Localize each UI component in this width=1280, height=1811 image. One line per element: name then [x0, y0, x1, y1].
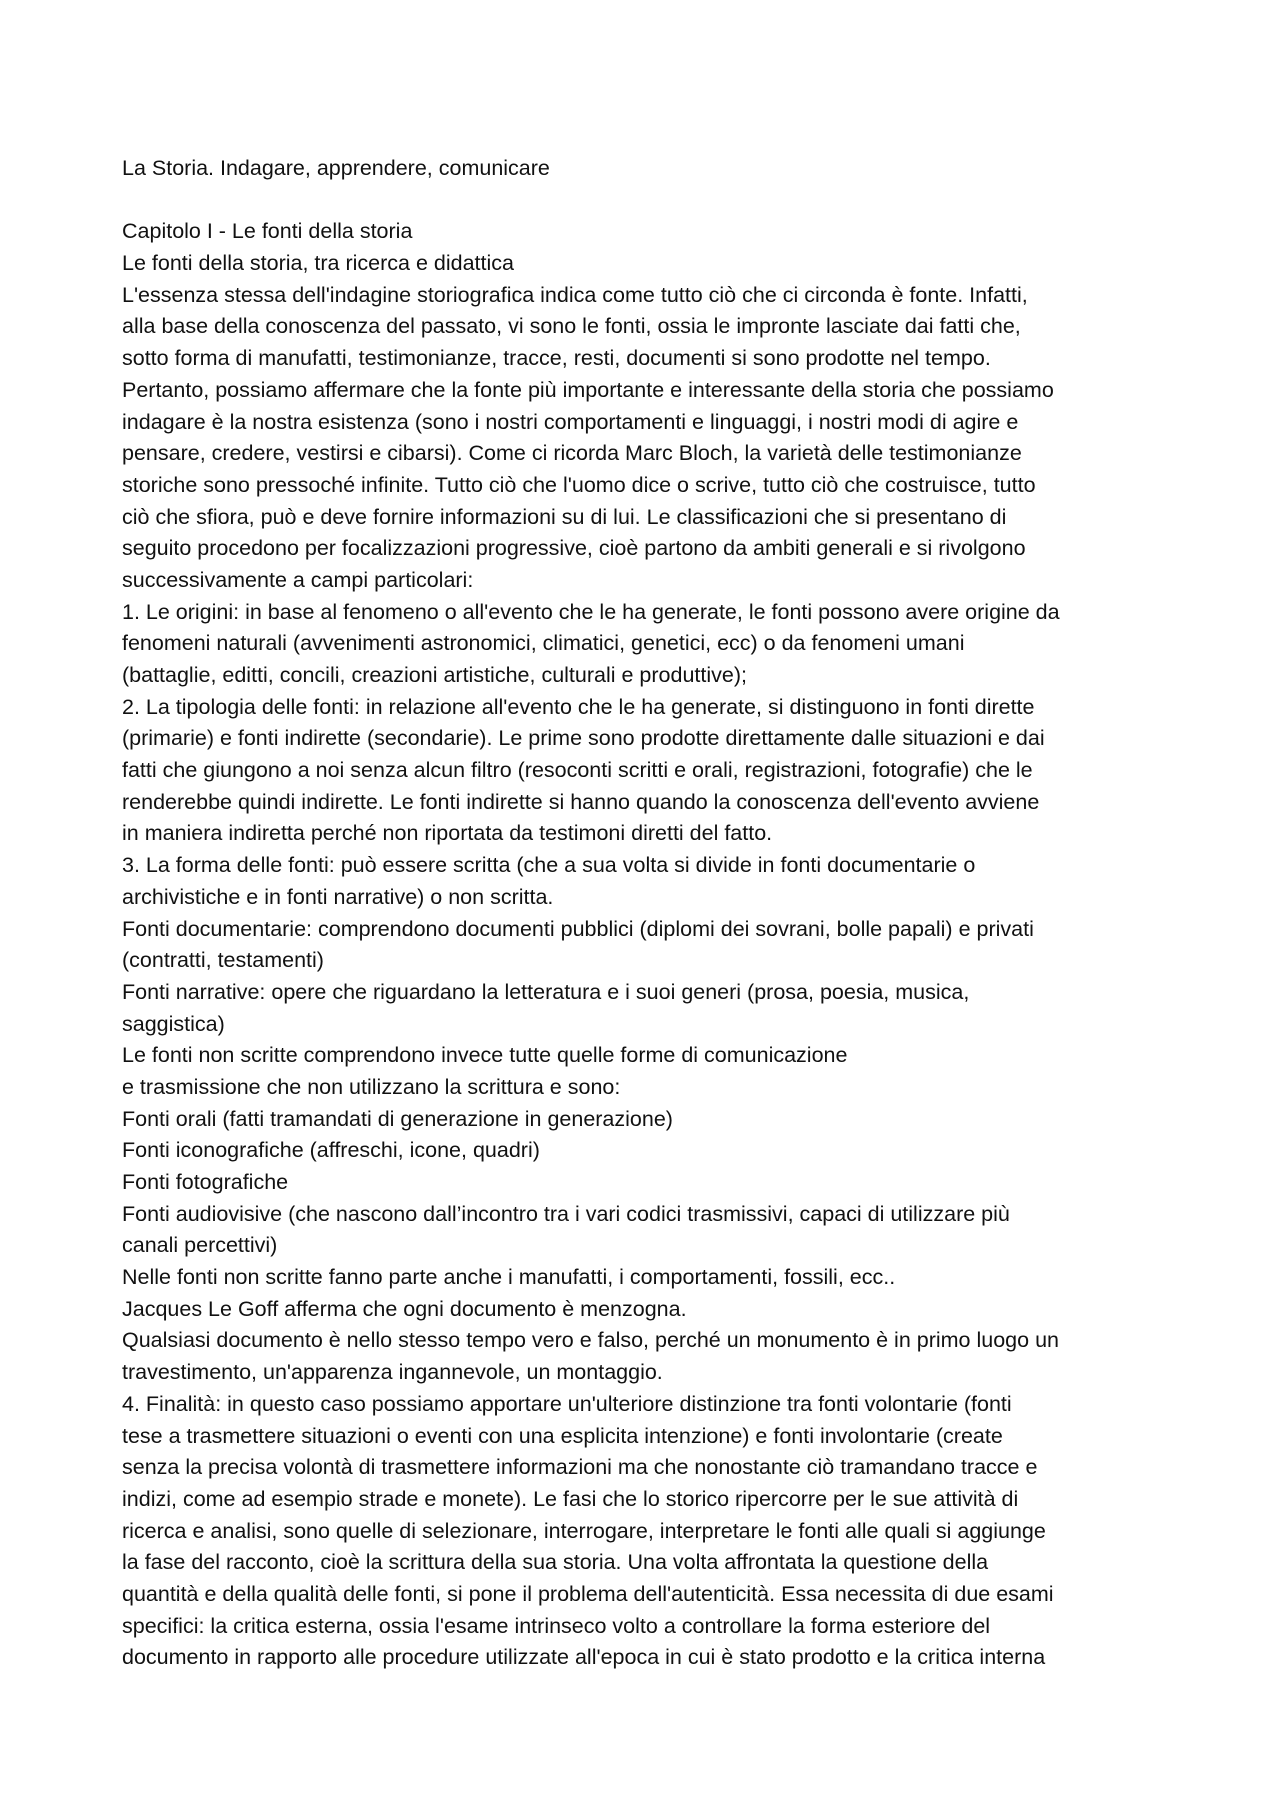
text-line: pensare, credere, vestirsi e cibarsi). Come ci ricorda Marc Bloch, la varietà delle testimonianze [122, 441, 1022, 466]
document-body [122, 153, 1172, 1674]
text-line: Fonti narrative: opere che riguardano la letteratura e i suoi generi (prosa, poesia, musica, [122, 979, 970, 1004]
body-text [122, 280, 1172, 1674]
blank-line [122, 185, 1172, 217]
text-line: indagare è la nostra esistenza (sono i nostri comportamenti e linguaggi, i nostri modi di agire e [122, 409, 1019, 434]
text-line: storiche sono pressoché infinite. Tutto ciò che l'uomo dice o scrive, tutto ciò che costruisce, tutto [122, 472, 1036, 497]
text-line: Fonti fotografiche [122, 1170, 289, 1194]
text-line: saggistica) [122, 1011, 225, 1036]
text-line: Fonti iconografiche (affreschi, icone, quadri) [122, 1138, 540, 1163]
text-line: (primarie) e fonti indirette (secondarie). Le prime sono prodotte direttamente dalle situazioni e dai [122, 726, 1045, 751]
text-line: documento in rapporto alle procedure utilizzate all'epoca in cui è stato prodotto e la critica interna [122, 1645, 1046, 1670]
text-line: indizi, come ad esempio strade e monete). Le fasi che lo storico ripercorre per le sue attività di [122, 1486, 1019, 1511]
text-line: seguito procedono per focalizzazioni progressive, cioè partono da ambiti generali e si rivolgono [122, 536, 1026, 561]
text-line: sotto forma di manufatti, testimonianze, tracce, resti, documenti si sono prodotte nel tempo. [122, 346, 991, 371]
text-line: la fase del racconto, cioè la scrittura della sua storia. Una volta affrontata la questione della [122, 1550, 989, 1575]
text-line: (contratti, testamenti) [122, 948, 324, 973]
text-line: Nelle fonti non scritte fanno parte anche i manufatti, i comportamenti, fossili, ecc.. [122, 1265, 896, 1290]
text-line: successivamente a campi particolari: [122, 567, 474, 592]
text-line: ricerca e analisi, sono quelle di selezionare, interrogare, interpretare le fonti alle quali si aggiunge [122, 1518, 1046, 1543]
text-line: quantità e della qualità delle fonti, si pone il problema dell'autenticità. Essa necessita di due esami [122, 1581, 1054, 1606]
text-line: e trasmissione che non utilizzano la scrittura e sono: [122, 1074, 621, 1099]
text-line: (battaglie, editti, concili, creazioni artistiche, culturali e produttive); [122, 663, 747, 687]
text-line: 3. La forma delle fonti: può essere scritta (che a sua volta si divide in fonti documentarie o [122, 853, 976, 878]
text-line: Fonti documentarie: comprendono documenti pubblici (diplomi dei sovrani, bolle papali) e privati [122, 916, 1034, 941]
document-title: La Storia. Indagare, apprendere, comunicare [122, 156, 550, 180]
text-line: senza la precisa volontà di trasmettere informazioni ma che nonostante ciò tramandano tracce e [122, 1455, 1038, 1480]
text-line: archivistiche e in fonti narrative) o non scritta. [122, 884, 554, 909]
text-line: travestimento, un'apparenza ingannevole, un montaggio. [122, 1360, 663, 1385]
text-line: 4. Finalità: in questo caso possiamo apportare un'ulteriore distinzione tra fonti volontarie (fonti [122, 1391, 1012, 1416]
text-line: L'essenza stessa dell'indagine storiografica indica come tutto ciò che ci circonda è fonte. Infatti, [122, 282, 1028, 307]
text-line: canali percettivi) [122, 1233, 278, 1258]
text-line: specifici: la critica esterna, ossia l'esame intrinseco volto a controllare la forma esteriore del [122, 1613, 991, 1638]
text-line: Fonti orali (fatti tramandati di generazione in generazione) [122, 1106, 673, 1131]
text-line: Pertanto, possiamo affermare che la fonte più importante e interessante della storia che possiamo [122, 377, 1054, 402]
text-line: Jacques Le Goff afferma che ogni documento è menzogna. [122, 1296, 687, 1321]
text-line: Le fonti non scritte comprendono invece tutte quelle forme di comunicazione [122, 1043, 848, 1068]
section-heading: Le fonti della storia, tra ricerca e didattica [122, 251, 514, 276]
text-line: fenomeni naturali (avvenimenti astronomici, climatici, genetici, ecc) o da fenomeni umani [122, 631, 965, 656]
chapter-heading: Capitolo I - Le fonti della storia [122, 219, 413, 244]
text-line: tese a trasmettere situazioni o eventi con una esplicita intenzione) e fonti involontarie (create [122, 1423, 1003, 1448]
text-line: renderebbe quindi indirette. Le fonti indirette si hanno quando la conoscenza dell'evento avviene [122, 789, 1040, 814]
text-line: ciò che sfiora, può e deve fornire informazioni su di lui. Le classificazioni che si presentano di [122, 504, 1007, 529]
text-line: in maniera indiretta perché non riportata da testimoni diretti del fatto. [122, 821, 773, 846]
text-line: 1. Le origini: in base al fenomeno o all'evento che le ha generate, le fonti possono avere origine da [122, 599, 1060, 624]
text-line: alla base della conoscenza del passato, vi sono le fonti, ossia le impronte lasciate dai fatti che, [122, 314, 1021, 339]
text-line: 2. La tipologia delle fonti: in relazione all'evento che le ha generate, si distinguono in fonti dirette [122, 694, 1035, 719]
text-line: Qualsiasi documento è nello stesso tempo vero e falso, perché un monumento è in primo luogo un [122, 1328, 1059, 1353]
text-line: Fonti audiovisive (che nascono dall’incontro tra i vari codici trasmissivi, capaci di utilizzare più [122, 1201, 1010, 1226]
text-line: fatti che giungono a noi senza alcun filtro (resoconti scritti e orali, registrazioni, fotografie) che le [122, 758, 1033, 783]
